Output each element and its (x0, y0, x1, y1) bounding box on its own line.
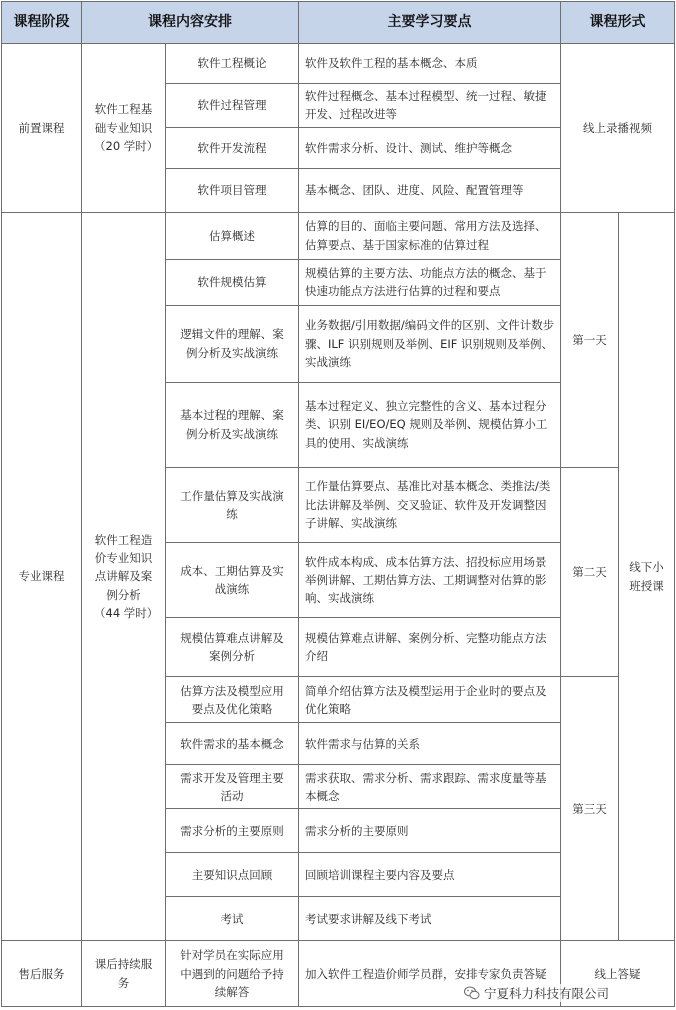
topic-cell: 估算概述 (166, 212, 299, 259)
watermark (462, 984, 611, 1002)
point-cell: 工作量估算要点、基准比对基本概念、类推法/类比法讲解及举例、交叉验证、软件及开发调整因子讲解、实战演练 (299, 467, 561, 543)
course-schedule-table (1, 1, 675, 1007)
point-cell: 规模估算难点讲解、案例分析、完整功能点方法介绍 (299, 618, 561, 677)
point-cell: 基本过程定义、独立完整性的含义、基本过程分类、识别 EI/EO/EQ 规则及举例、规模估算小工具的使用、实战演练 (299, 382, 561, 467)
stage-cell-pre: 前置课程 (2, 44, 82, 213)
point-cell: 软件过程概念、基本过程模型、统一过程、敏捷开发、过程改进等 (299, 83, 561, 127)
header-points: 主要学习要点 (299, 2, 561, 44)
point-cell: 需求分析的主要原则 (299, 809, 561, 853)
header-content: 课程内容安排 (82, 2, 299, 44)
point-cell: 需求获取、需求分析、需求跟踪、需求度量等基本概念 (299, 765, 561, 809)
point-cell: 规模估算的主要方法、功能点方法的概念、基于快速功能点方法进行估算的过程和要点 (299, 259, 561, 305)
topic-cell: 软件项目管理 (166, 168, 299, 212)
topic-cell: 软件过程管理 (166, 83, 299, 127)
form-cell-pro: 线下小班授课 (619, 212, 675, 941)
point-cell: 业务数据/引用数据/编码文件的区别、文件计数步骤、ILF 识别规则及举例、EIF 识别规则及举例、实战演练 (299, 305, 561, 382)
point-cell: 加入软件工程造价师学员群，安排专家负责答疑 (299, 941, 561, 1007)
topic-cell: 考试 (166, 897, 299, 941)
point-cell: 软件及软件工程的基本概念、本质 (299, 44, 561, 84)
module-cell-pre: 软件工程基础专业知识（20 学时） (82, 44, 166, 213)
topic-cell: 主要知识点回顾 (166, 853, 299, 897)
topic-cell: 估算方法及模型应用要点及优化策略 (166, 677, 299, 723)
module-cell-post: 课后持续服务 (82, 941, 166, 1007)
point-cell: 软件成本构成、成本估算方法、招投标应用场景举例讲解、工期估算方法、工期调整对估算的影响、实战演练 (299, 543, 561, 618)
table-row (2, 44, 675, 84)
point-cell: 简单介绍估算方法及模型运用于企业时的要点及优化策略 (299, 677, 561, 723)
day-cell-1: 第一天 (561, 212, 619, 467)
topic-cell: 软件需求的基本概念 (166, 723, 299, 765)
topic-cell: 需求分析的主要原则 (166, 809, 299, 853)
header-stage: 课程阶段 (2, 2, 82, 44)
form-cell-pre: 线上录播视频 (561, 44, 675, 213)
watermark-text: 宁夏科力科技有限公司 (484, 986, 610, 1001)
point-cell: 基本概念、团队、进度、风险、配置管理等 (299, 168, 561, 212)
topic-cell: 规模估算难点讲解及案例分析 (166, 618, 299, 677)
topic-cell: 软件规模估算 (166, 259, 299, 305)
topic-cell: 成本、工期估算及实战演练 (166, 543, 299, 618)
stage-cell-pro: 专业课程 (2, 212, 82, 941)
topic-cell: 需求开发及管理主要活动 (166, 765, 299, 809)
topic-cell: 工作量估算及实战演练 (166, 467, 299, 543)
form-cell-post: 线上答疑 (561, 941, 675, 1007)
module-cell-pro: 软件工程造价专业知识点讲解及案例分析（44 学时） (82, 212, 166, 941)
point-cell: 回顾培训课程主要内容及要点 (299, 853, 561, 897)
point-cell: 估算的目的、面临主要问题、常用方法及选择、估算要点、基于国家标准的估算过程 (299, 212, 561, 259)
point-cell: 软件需求分析、设计、测试、维护等概念 (299, 127, 561, 168)
point-cell: 软件需求与估算的关系 (299, 723, 561, 765)
point-cell: 考试要求讲解及线下考试 (299, 897, 561, 941)
header-form: 课程形式 (561, 2, 675, 44)
day-cell-2: 第二天 (561, 467, 619, 677)
table-row (2, 212, 675, 259)
topic-cell: 针对学员在实际应用中遇到的问题给予持续解答 (166, 941, 299, 1007)
stage-cell-post: 售后服务 (2, 941, 82, 1007)
topic-cell: 逻辑文件的理解、案例分析及实战演练 (166, 305, 299, 382)
wechat-icon (464, 986, 480, 1000)
topic-cell: 基本过程的理解、案例分析及实战演练 (166, 382, 299, 467)
day-cell-3: 第三天 (561, 677, 619, 941)
topic-cell: 软件开发流程 (166, 127, 299, 168)
topic-cell: 软件工程概论 (166, 44, 299, 84)
table-header-row (2, 2, 675, 44)
